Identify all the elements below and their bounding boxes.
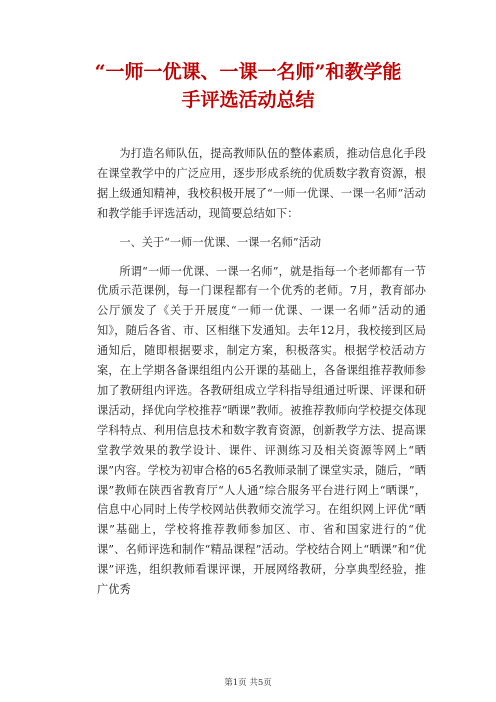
page-footer: 第1页 共5页 xyxy=(224,678,272,688)
title-line-1: “一师一优课、一课一名师”和教学能 xyxy=(94,61,402,83)
document-body xyxy=(97,144,426,600)
document-title xyxy=(0,58,496,114)
body-paragraph: 所谓“一师一优课、一课一名师”，就是指每一个老师都有一节优质示范课例，每一门课程都有一个优秀的老师。7月，教育部办公厅颁发了《关于开展度“一师一优课、一课一名师”活动的通知》，随后各省、市、区相继下发通知。去年12月，我校接到区局通知后，随即根据要求，制定方案，积极落实。根据学校活动方案，在上学期各备课组组内公开课的基础上，各备课组推荐教师参加了教研组内评选。各教研组成立学科指导组通过听课、评课和研课活动，择优向学校推荐“晒课”教师。被推荐教师向学校提交体现学科特点、利用信息技术和数字教育资源，创新教学方法、提高课堂教学效果的教学设计、课件、评测练习及相关资源等网上“晒课”内容。学校为初审合格的65名教师录制了课堂实录，随后，“晒课”教师在陕西省教育厅“人人通”综合服务平台进行网上“晒课”，信息中心同时上传学校网站供教师交流学习。在组织网上评优“晒课”基础上，学校将推荐教师参加区、市、省和国家进行的“优课”、名师评选和制作“精品课程”活动。学校结合网上“晒课”和“优课”评选，组织教师看课评课，开展网络教研，分享典型经验，推广优秀 xyxy=(97,264,426,597)
title-line-2: 手评选活动总结 xyxy=(181,89,315,111)
intro-paragraph: 为打造名师队伍，提高教师队伍的整体素质，推动信息化手段在课堂教学中的广泛应用，逐步形成系统的优质数字教育资源，根据上级通知精神，我校积极开展了“一师一优课、一课一名师”活动和教学能手评选活动，现简要总结如下： xyxy=(97,147,426,220)
section-heading: 一、关于“一师一优课、一课一名师”活动 xyxy=(119,235,322,249)
